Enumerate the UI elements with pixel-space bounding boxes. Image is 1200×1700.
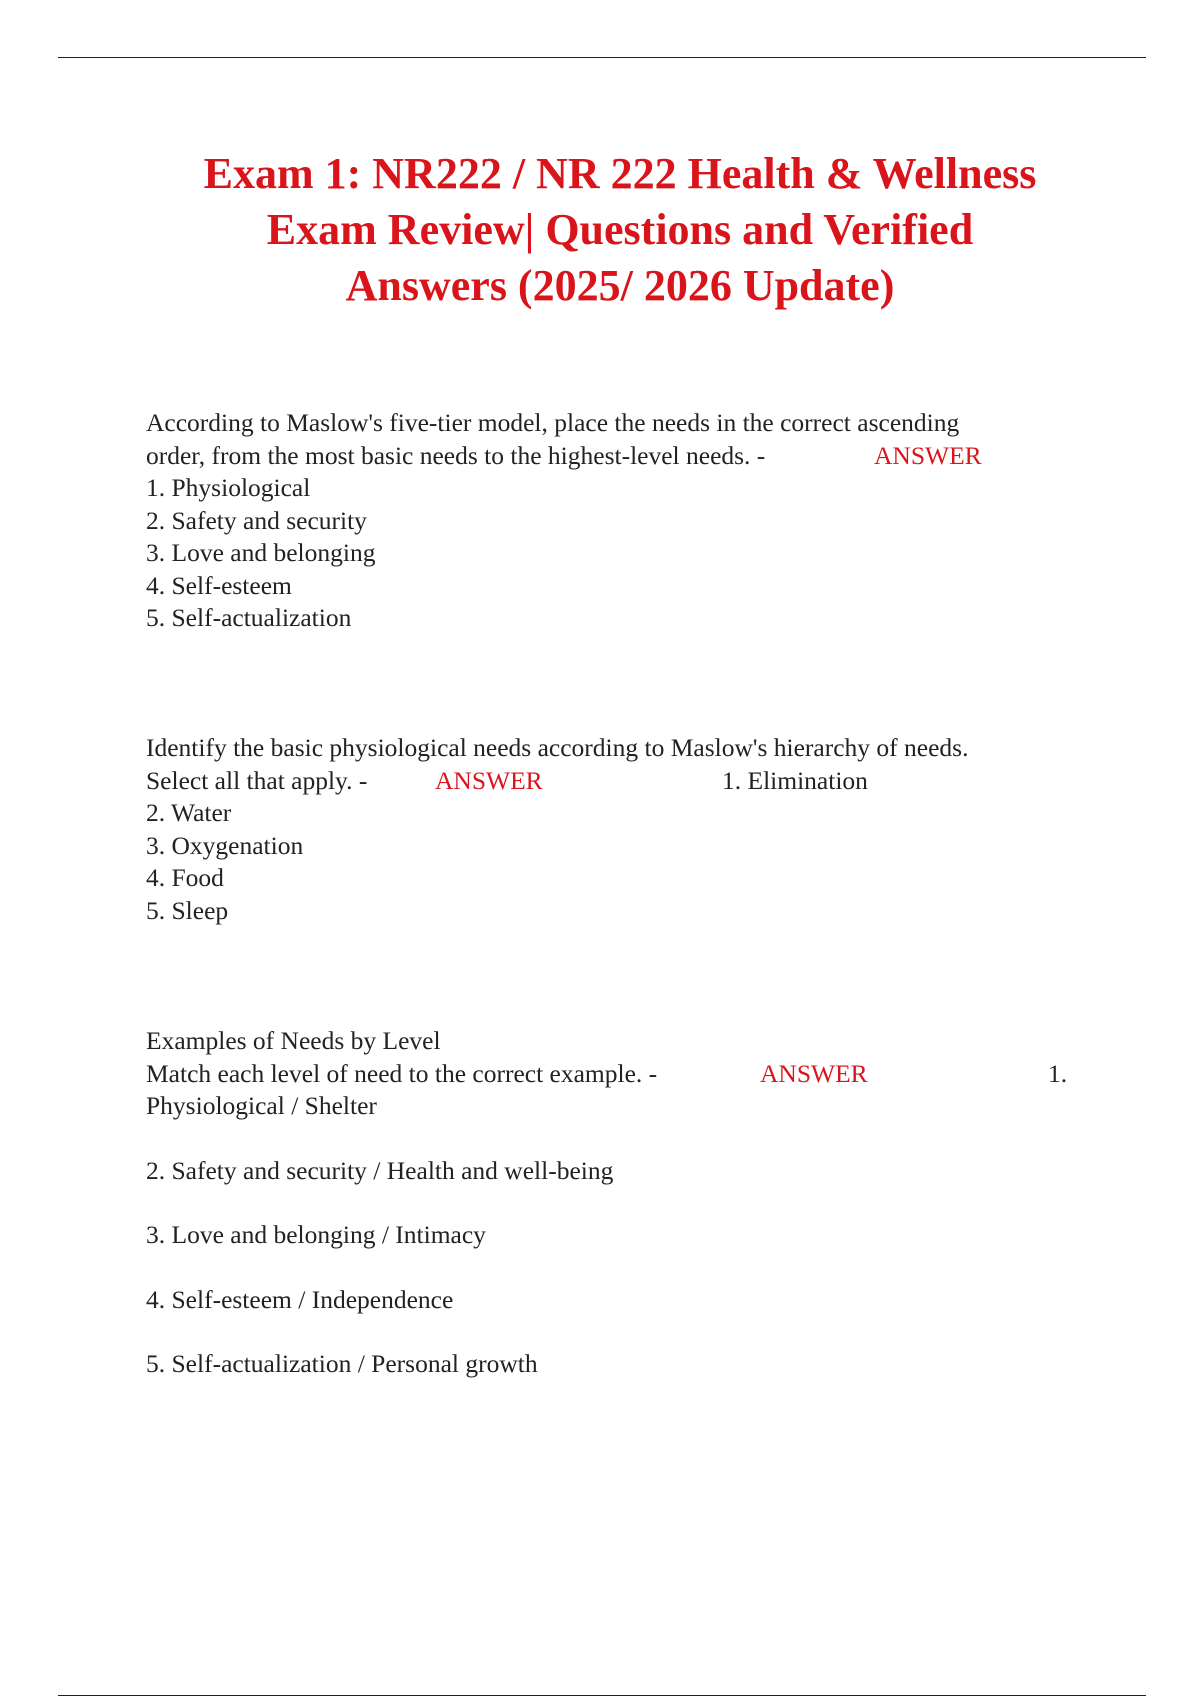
question-text-line	[146, 765, 1076, 798]
answer-item-number: 1.	[1048, 1058, 1068, 1088]
answer-item: 5. Self-actualization / Personal growth	[146, 1349, 538, 1378]
section-heading: Examples of Needs by Level	[146, 1026, 441, 1055]
answer-item: Physiological / Shelter	[146, 1091, 377, 1120]
question-1	[146, 407, 1076, 635]
question-text: order, from the most basic needs to the highest-level needs. -	[146, 440, 766, 470]
question-3	[146, 1025, 1076, 1381]
question-text: Match each level of need to the correct example. -	[146, 1058, 658, 1088]
answer-item: 1. Elimination	[722, 765, 868, 795]
title-line: Exam 1: NR222 / NR 222 Health & Wellness	[203, 149, 1037, 198]
title-line: Exam Review| Questions and Verified	[266, 205, 974, 254]
answer-label: ANSWER	[435, 765, 543, 795]
bottom-rule	[58, 1695, 1146, 1696]
question-text: According to Maslow's five-tier model, place the needs in the correct ascending	[146, 408, 960, 437]
answer-item: 5. Sleep	[146, 895, 229, 925]
question-text-line	[146, 1058, 1076, 1091]
answer-item: 4. Self-esteem / Independence	[146, 1284, 454, 1314]
answer-item: 5. Self-actualization	[146, 603, 352, 632]
answer-item: 4. Food	[146, 863, 224, 892]
title-line: Answers (2025/ 2026 Update)	[345, 261, 895, 310]
question-text-line	[146, 440, 1076, 473]
question-text: Identify the basic physiological needs according to Maslow's hierarchy of needs.	[146, 733, 969, 762]
top-rule	[58, 57, 1146, 58]
answer-item: 2. Water	[146, 798, 232, 827]
document-title	[140, 146, 1100, 314]
answer-item: 2. Safety and security / Health and well-being	[146, 1155, 614, 1185]
answer-item: 3. Love and belonging	[146, 538, 376, 567]
answer-label: ANSWER	[874, 440, 982, 470]
question-2	[146, 732, 1076, 927]
answer-label: ANSWER	[760, 1058, 868, 1088]
question-text: Select all that apply. -	[146, 765, 368, 795]
answer-item: 4. Self-esteem	[146, 570, 292, 600]
answer-item: 3. Love and belonging / Intimacy	[146, 1220, 486, 1249]
answer-item: 2. Safety and security	[146, 505, 367, 535]
answer-item: 1. Physiological	[146, 473, 311, 502]
answer-item: 3. Oxygenation	[146, 830, 304, 860]
